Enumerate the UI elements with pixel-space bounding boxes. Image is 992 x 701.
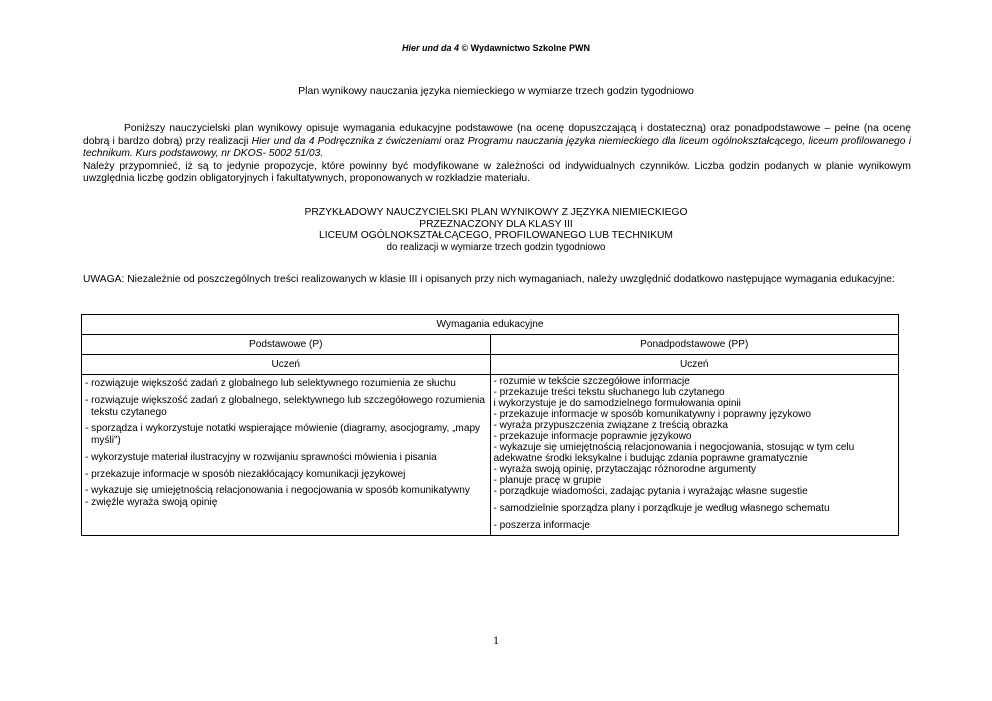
student-label-basic: Uczeń xyxy=(82,355,491,375)
intro-book-reference: Hier und da 4 Podręcznika z ćwiczeniami xyxy=(251,135,442,147)
list-item: - porządkuje wiadomości, zadając pytania i wyrażając własne sugestie xyxy=(493,486,808,497)
list-item: - wykorzystuje materiał ilustracyjny w rozwijaniu sprawności mówienia i pisania xyxy=(85,452,437,464)
page-number: 1 xyxy=(493,633,499,647)
plan-title: Plan wynikowy nauczania języka niemieckiego w wymiarze trzech godzin tygodniowo xyxy=(298,85,694,97)
list-item: - rozwiązuje większość zadań z globalnego, selektywnego lub szczegółowego rozumienia tekstu czytanego xyxy=(85,394,486,418)
list-item: - przekazuje informacje poprawnie językowo xyxy=(493,431,692,442)
heading-line-4: do realizacji w wymiarze trzech godzin tygodniowo xyxy=(386,241,606,253)
list-item: - planuje pracę w grupie xyxy=(493,475,602,486)
list-item: - wyraża przypuszczenia związane z treścią obrazka xyxy=(493,420,728,431)
list-item: - rozwiązuje większość zadań z globalnego lub selektywnego rozumienia ze słuchu xyxy=(85,378,456,389)
page-header xyxy=(0,43,992,53)
list-item: i wykorzystuje je do samodzielnego formułowania opinii xyxy=(493,398,741,409)
list-item: - zwięźle wyraża swoją opinię xyxy=(85,497,218,509)
note-text: UWAGA: Niezależnie od poszczególnych treści realizowanych w klasie III i opisanych przy nich wymaganiach, należy uwzględnić dodatkowo następujące wymagania edukacyjne: xyxy=(83,274,895,285)
heading-line-1: PRZYKŁADOWY NAUCZYCIELSKI PLAN WYNIKOWY Z JĘZYKA NIEMIECKIEGO xyxy=(304,207,688,218)
list-item: - wyraża swoją opinię, przytaczając różnorodne argumenty xyxy=(493,464,757,475)
column-header-extended: Ponadpodstawowe (PP) xyxy=(490,335,899,355)
column-header-basic: Podstawowe (P) xyxy=(82,335,491,355)
publisher: © Wydawnictwo Szkolne PWN xyxy=(459,43,590,53)
extended-requirements-list xyxy=(494,375,896,535)
plan-heading xyxy=(0,207,992,253)
list-item: - samodzielnie sporządza plany i porządkuje je według własnego schematu xyxy=(493,503,830,514)
table-title: Wymagania edukacyjne xyxy=(82,315,899,335)
intro-text xyxy=(83,123,911,186)
extended-requirements-cell xyxy=(490,375,899,536)
list-item: - przekazuje informacje w sposób komunikatywny i poprawny językowo xyxy=(493,409,812,420)
requirements-table xyxy=(81,314,899,536)
intro-paragraph-1 xyxy=(83,123,911,161)
basic-requirements-list xyxy=(85,375,487,518)
intro-paragraph-2: Należy przypomnieć, iż są to jedynie propozycje, które powinny być modyfikowane w zależności od indywidualnych czynników. Liczba godzin podanych w planie wynikowym uwzględnia liczbę godzin obligatoryjnych i fakultatywnych, proponowanych w rozkładzie materiału. xyxy=(83,160,911,185)
list-item: - wykazuje się umiejętnością relacjonowania i negocjowania, stosując w tym celu adekwatne środki leksykalne i budując zdania poprawne gramatycznie xyxy=(493,442,855,464)
intro-program-reference: Programu nauczania języka niemieckiego dla liceum ogólnokształcącego, liceum profilowanego i technikum. Kurs podstawowy, nr DKOS- 5002 51/03. xyxy=(83,135,911,160)
list-item: - wykazuje się umiejętnością relacjonowania i negocjowania w sposób komunikatywny xyxy=(85,485,470,497)
basic-requirements-cell xyxy=(82,375,491,536)
heading-line-2: PRZEZNACZONY DLA KLASY III xyxy=(419,218,573,230)
list-item: - sporządza i wykorzystuje notatki wspierające mówienie (diagramy, asocjogramy, „mapy myśli”) xyxy=(85,423,481,447)
list-item: - rozumie w tekście szczegółowe informacje xyxy=(493,376,690,387)
list-item: - poszerza informacje xyxy=(493,520,590,531)
heading-line-3: LICEUM OGÓLNOKSZTAŁCĄCEGO, PROFILOWANEGO LUB TECHNIKUM xyxy=(319,230,673,241)
book-title: Hier und da 4 xyxy=(402,43,460,53)
list-item: - przekazuje informacje w sposób niezakłócający komunikacji językowej xyxy=(85,468,406,480)
intro-text-a: Poniższy nauczycielski plan wynikowy opisuje wymagania edukacyjne podstawowe (na ocenę dopuszczającą i dostateczną) oraz ponadpodstawowe – pełne (na ocenę dobrą i bardzo dobrą) przy realizacji xyxy=(83,123,911,147)
list-item: - przekazuje treści tekstu słuchanego lub czytanego xyxy=(493,387,725,398)
intro-text-c: oraz xyxy=(441,135,468,147)
student-label-extended: Uczeń xyxy=(490,355,899,375)
